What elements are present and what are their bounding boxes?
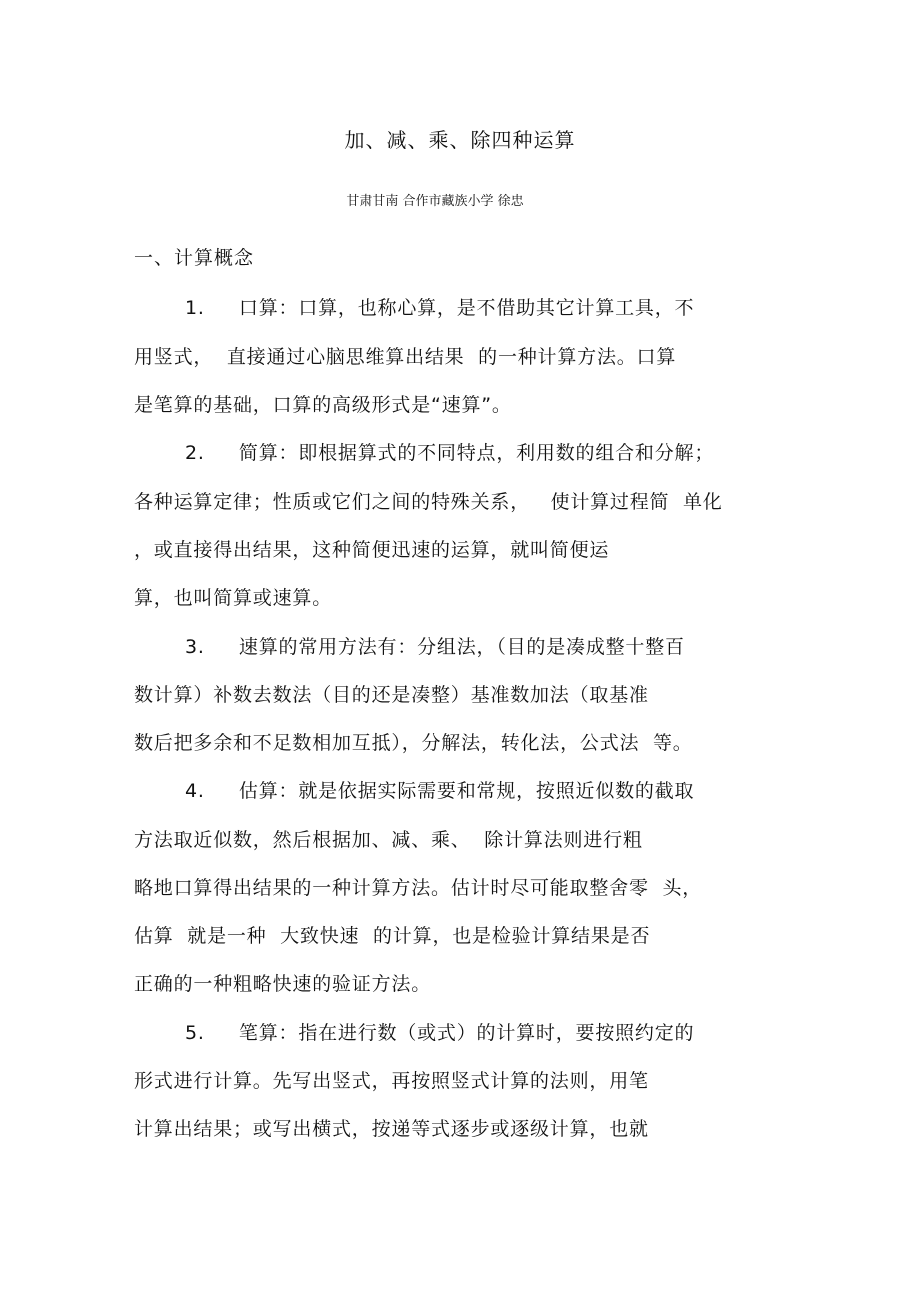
paragraph-1-line-1: 1. 口算：口算，也称心算，是不借助其它计算工具，不 bbox=[185, 297, 695, 319]
section-heading: 一、计算概念 bbox=[134, 247, 255, 269]
document-title: 加、减、乘、除四种运算 bbox=[344, 128, 576, 152]
paragraph-5-line-1: 5. 笔算：指在进行数（或式）的计算时，要按照约定的 bbox=[185, 1022, 695, 1044]
paragraph-2-line-3: ，或直接得出结果，这种简便迅速的运算，就叫简便运 bbox=[134, 539, 610, 561]
paragraph-2-line-1: 2. 简算：即根据算式的不同特点，利用数的组合和分解； bbox=[185, 442, 715, 464]
paragraph-1-line-2: 用竖式， 直接通过心脑思维算出结果 的一种计算方法。口算 bbox=[134, 346, 677, 368]
paragraph-1-line-3: 是笔算的基础，口算的高级形式是“速算”。 bbox=[134, 394, 512, 416]
author-line: 甘肃甘南 合作市藏族小学 徐忠 bbox=[346, 194, 524, 209]
paragraph-4-line-3: 略地口算得出结果的一种计算方法。估计时尽可能取整舍零 头， bbox=[134, 877, 703, 899]
paragraph-4-line-4: 估算 就是一种 大致快速 的计算，也是检验计算结果是否 bbox=[134, 925, 651, 947]
paragraph-5-line-2: 形式进行计算。先写出竖式，再按照竖式计算的法则，用笔 bbox=[134, 1070, 649, 1092]
paragraph-4-line-1: 4. 估算：就是依据实际需要和常规，按照近似数的截取 bbox=[185, 780, 695, 802]
paragraph-4-line-2: 方法取近似数，然后根据加、减、乘、 除计算法则进行粗 bbox=[134, 829, 643, 851]
paragraph-3-line-3: 数后把多余和不足数相加互抵），分解法，转化法，公式法 等。 bbox=[134, 732, 693, 754]
paragraph-2-line-4: 算，也叫简算或速算。 bbox=[134, 587, 333, 609]
paragraph-3-line-1: 3. 速算的常用方法有：分组法，（目的是凑成整十整百 bbox=[185, 636, 685, 658]
paragraph-3-line-2: 数计算）补数去数法（目的还是凑整）基准数加法（取基准 bbox=[134, 684, 649, 706]
paragraph-4-line-5: 正确的一种粗略快速的验证方法。 bbox=[134, 973, 432, 995]
paragraph-2-line-2: 各种运算定律；性质或它们之间的特殊关系， 使计算过程简 单化 bbox=[134, 491, 723, 513]
paragraph-5-line-3: 计算出结果；或写出横式，按递等式逐步或逐级计算，也就 bbox=[134, 1118, 649, 1140]
